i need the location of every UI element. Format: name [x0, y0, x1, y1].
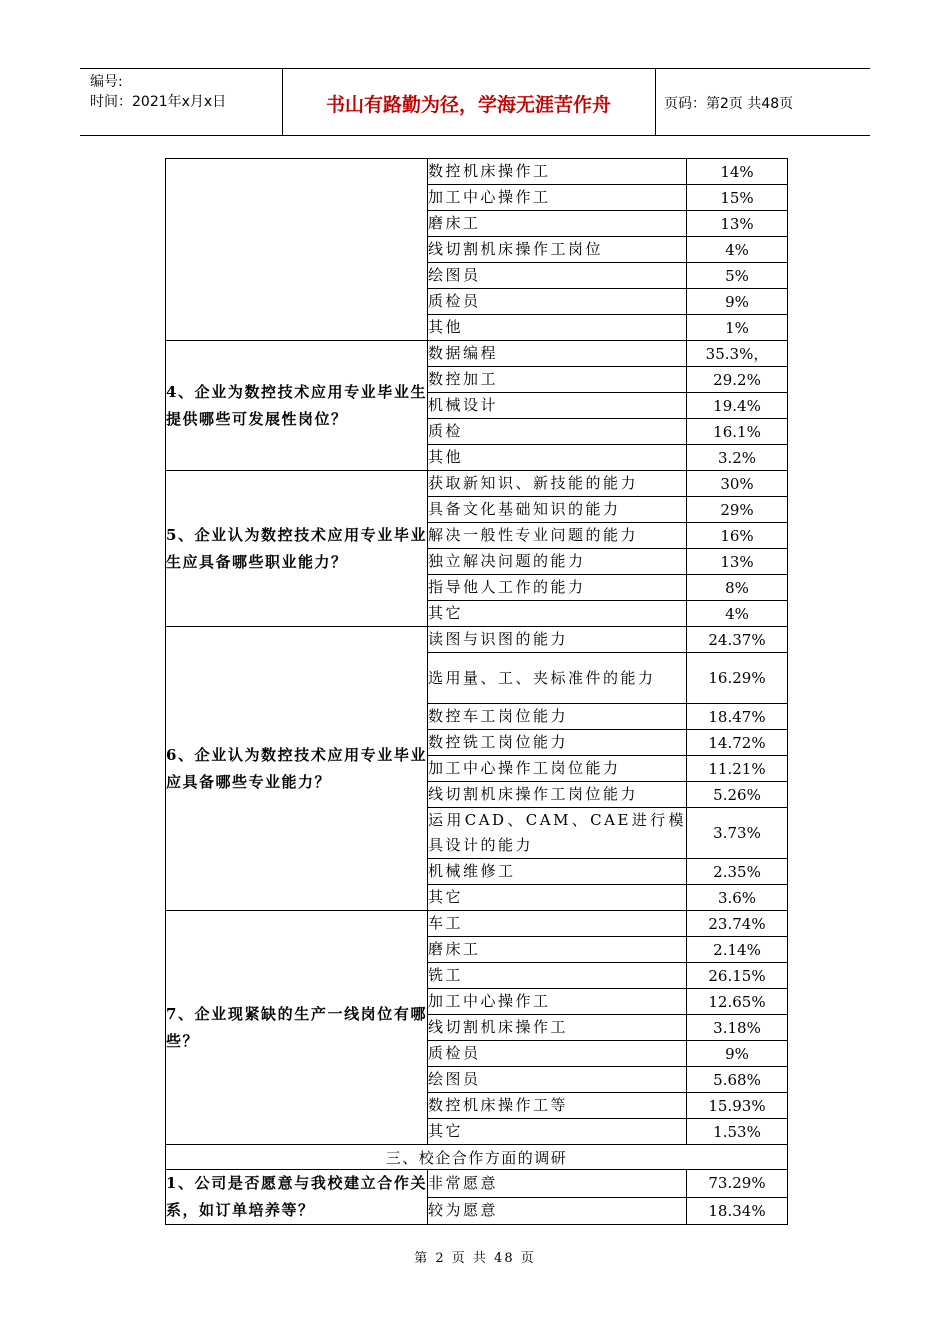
option-label: 较为愿意 [428, 1197, 687, 1225]
table-row [166, 911, 788, 937]
option-value: 1.53% [687, 1119, 788, 1145]
option-label: 其它 [428, 1119, 687, 1145]
header-number: 编号: [90, 74, 123, 90]
header-meta [90, 72, 226, 112]
option-label: 其它 [428, 601, 687, 627]
option-label: 质检员 [428, 1041, 687, 1067]
option-label: 加工中心操作工 [428, 185, 687, 211]
option-label: 磨床工 [428, 211, 687, 237]
header-top-rule [80, 68, 870, 69]
option-value: 4% [687, 237, 788, 263]
page-footer: 第 2 页 共 48 页 [414, 1251, 536, 1266]
option-label: 加工中心操作工 [428, 989, 687, 1015]
option-value: 12.65% [687, 989, 788, 1015]
question-cell [166, 159, 428, 341]
option-value: 15.93% [687, 1093, 788, 1119]
option-value: 73.29% [687, 1170, 788, 1198]
header-bottom-rule [80, 135, 870, 136]
option-label: 数控机床操作工 [428, 159, 687, 185]
header-page-info: 页码：第2页 共48页 [664, 96, 794, 112]
option-value: 18.47% [687, 704, 788, 730]
option-value: 18.34% [687, 1197, 788, 1225]
question-cell: 7、企业现紧缺的生产一线岗位有哪些？ [166, 911, 428, 1145]
question-cell: 6、企业认为数控技术应用专业毕业应具备哪些专业能力？ [166, 627, 428, 911]
option-label: 独立解决问题的能力 [428, 549, 687, 575]
option-label: 绘图员 [428, 1067, 687, 1093]
option-label: 机械维修工 [428, 859, 687, 885]
option-value: 30% [687, 471, 788, 497]
option-value: 14.72% [687, 730, 788, 756]
option-value: 11.21% [687, 756, 788, 782]
option-label: 加工中心操作工岗位能力 [428, 756, 687, 782]
option-label: 质检 [428, 419, 687, 445]
option-value: 3.2% [687, 445, 788, 471]
option-label: 数控车工岗位能力 [428, 704, 687, 730]
question-cell: 4、企业为数控技术应用专业毕业生提供哪些可发展性岗位？ [166, 341, 428, 471]
option-label: 机械设计 [428, 393, 687, 419]
option-label: 数控加工 [428, 367, 687, 393]
option-label: 获取新知识、新技能的能力 [428, 471, 687, 497]
option-value: 8% [687, 575, 788, 601]
option-value: 5.68% [687, 1067, 788, 1093]
option-label: 线切割机床操作工 [428, 1015, 687, 1041]
option-value: 13% [687, 549, 788, 575]
option-label: 解决一般性专业问题的能力 [428, 523, 687, 549]
section-row [166, 1145, 788, 1170]
section-title: 三、校企合作方面的调研 [166, 1145, 788, 1170]
question-cell: 1、公司是否愿意与我校建立合作关系，如订单培养等？ [166, 1170, 428, 1225]
option-label: 其他 [428, 315, 687, 341]
option-value: 16.1% [687, 419, 788, 445]
option-value: 15% [687, 185, 788, 211]
option-value: 35.3%， [687, 341, 788, 367]
option-label: 其他 [428, 445, 687, 471]
option-label: 选用量、工、夹标准件的能力 [428, 653, 687, 704]
option-label: 数控机床操作工等 [428, 1093, 687, 1119]
option-value: 5.26% [687, 782, 788, 808]
header-divider-right [655, 68, 656, 135]
option-value: 3.6% [687, 885, 788, 911]
option-value: 29% [687, 497, 788, 523]
option-value: 16.29% [687, 653, 788, 704]
option-value: 5% [687, 263, 788, 289]
option-label: 具备文化基础知识的能力 [428, 497, 687, 523]
survey-table [165, 158, 788, 1225]
question-cell: 5、企业认为数控技术应用专业毕业生应具备哪些职业能力？ [166, 471, 428, 627]
table-row [166, 341, 788, 367]
option-value: 3.73% [687, 808, 788, 859]
option-label: 其它 [428, 885, 687, 911]
option-value: 24.37% [687, 627, 788, 653]
option-value: 1% [687, 315, 788, 341]
option-value: 9% [687, 289, 788, 315]
option-value: 3.18% [687, 1015, 788, 1041]
table-row [166, 1170, 788, 1198]
option-value: 26.15% [687, 963, 788, 989]
option-label: 线切割机床操作工岗位能力 [428, 782, 687, 808]
option-label: 数控铣工岗位能力 [428, 730, 687, 756]
option-value: 19.4% [687, 393, 788, 419]
option-label: 质检员 [428, 289, 687, 315]
table-row [166, 627, 788, 653]
option-label: 磨床工 [428, 937, 687, 963]
option-value: 23.74% [687, 911, 788, 937]
option-value: 4% [687, 601, 788, 627]
option-label: 车工 [428, 911, 687, 937]
option-label: 非常愿意 [428, 1170, 687, 1198]
header-motto: 书山有路勤为径，学海无涯苦作舟 [325, 94, 611, 116]
table-row [166, 471, 788, 497]
option-label: 绘图员 [428, 263, 687, 289]
option-label: 指导他人工作的能力 [428, 575, 687, 601]
option-label: 线切割机床操作工岗位 [428, 237, 687, 263]
option-value: 2.14% [687, 937, 788, 963]
option-value: 13% [687, 211, 788, 237]
option-value: 16% [687, 523, 788, 549]
option-value: 29.2% [687, 367, 788, 393]
header-time: 时间：2021年x月x日 [90, 94, 227, 110]
option-value: 14% [687, 159, 788, 185]
option-label: 数据编程 [428, 341, 687, 367]
option-label: 读图与识图的能力 [428, 627, 687, 653]
option-value: 9% [687, 1041, 788, 1067]
table-row [166, 159, 788, 185]
option-label: 铣工 [428, 963, 687, 989]
option-value: 2.35% [687, 859, 788, 885]
option-label: 运用CAD、CAM、CAE进行模具设计的能力 [428, 808, 687, 859]
